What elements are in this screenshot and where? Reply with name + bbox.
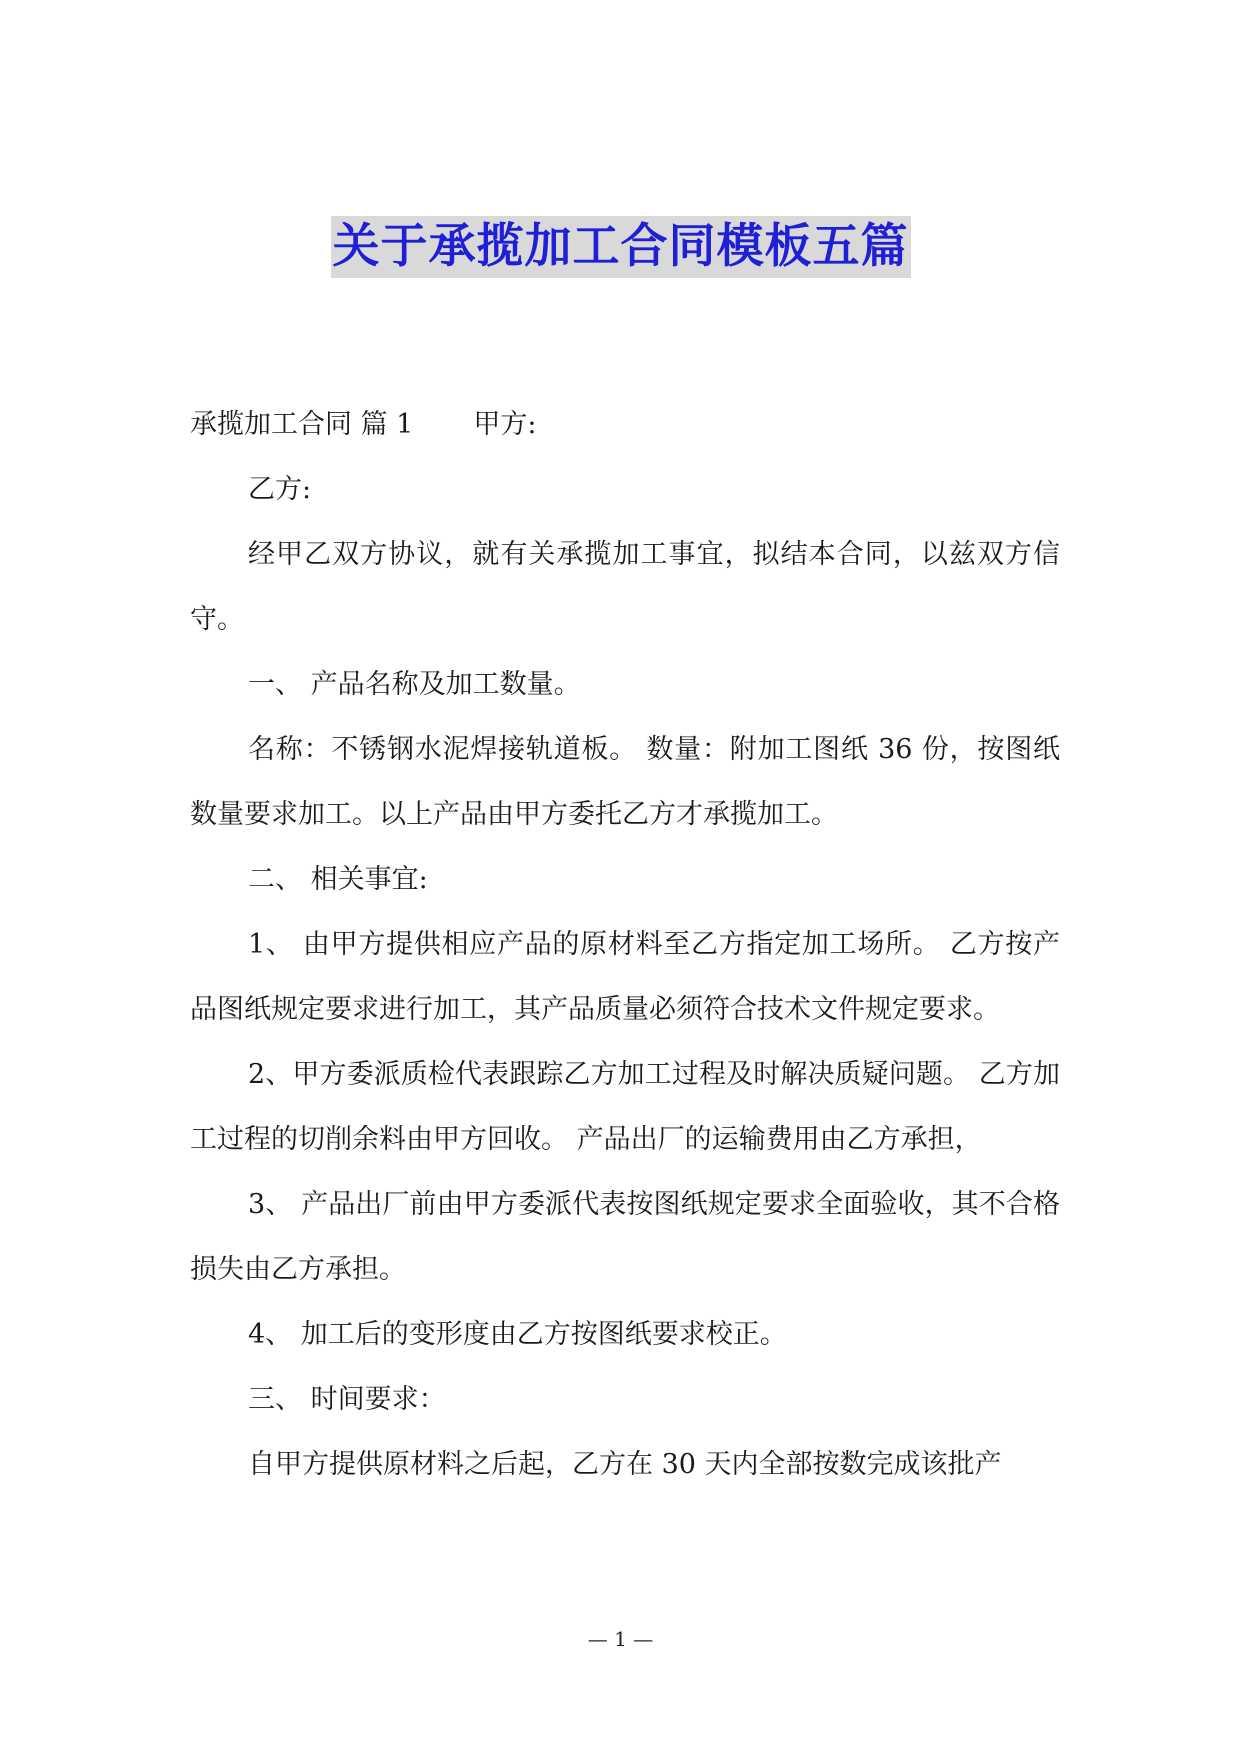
contract-heading-line <box>190 392 1060 457</box>
list-item: 4、 加工后的变形度由乙方按图纸要求校正。 <box>248 1319 787 1350</box>
list-item: 3、 产品出厂前由甲方委派代表按图纸规定要求全面验收，其不合格损失由乙方承担。 <box>190 1189 1060 1285</box>
contract-heading: 承揽加工合同 篇 1 <box>190 409 414 440</box>
list-item: 2、甲方委派质检代表跟踪乙方加工过程及时解决质疑问题。 乙方加工过程的切削余料由甲方回收。 产品出厂的运输费用由乙方承担， <box>190 1059 1060 1155</box>
paragraph: 乙方: <box>248 474 312 505</box>
document-body <box>190 392 1060 1497</box>
party-a-label: 甲方: <box>473 409 537 440</box>
document-title: 关于承揽加工合同模板五篇 <box>331 216 911 278</box>
section-heading: 三、 时间要求： <box>248 1384 446 1415</box>
paragraph: 自甲方提供原材料之后起，乙方在 30 天内全部按数完成该批产 <box>248 1449 1002 1480</box>
section-heading: 一、 产品名称及加工数量。 <box>248 669 581 700</box>
title-container <box>0 216 1241 278</box>
page-number: — 1 — <box>587 1627 654 1651</box>
paragraph: 经甲乙双方协议，就有关承揽加工事宜，拟结本合同，以兹双方信守。 <box>190 539 1060 635</box>
section-heading: 二、 相关事宜: <box>248 864 428 895</box>
list-item: 1、 由甲方提供相应产品的原材料至乙方指定加工场所。 乙方按产品图纸规定要求进行加工，其产品质量必须符合技术文件规定要求。 <box>190 929 1060 1025</box>
paragraph: 名称：不锈钢水泥焊接轨道板。 数量：附加工图纸 36 份，按图纸数量要求加工。以上产品由甲方委托乙方才承揽加工。 <box>190 734 1060 830</box>
